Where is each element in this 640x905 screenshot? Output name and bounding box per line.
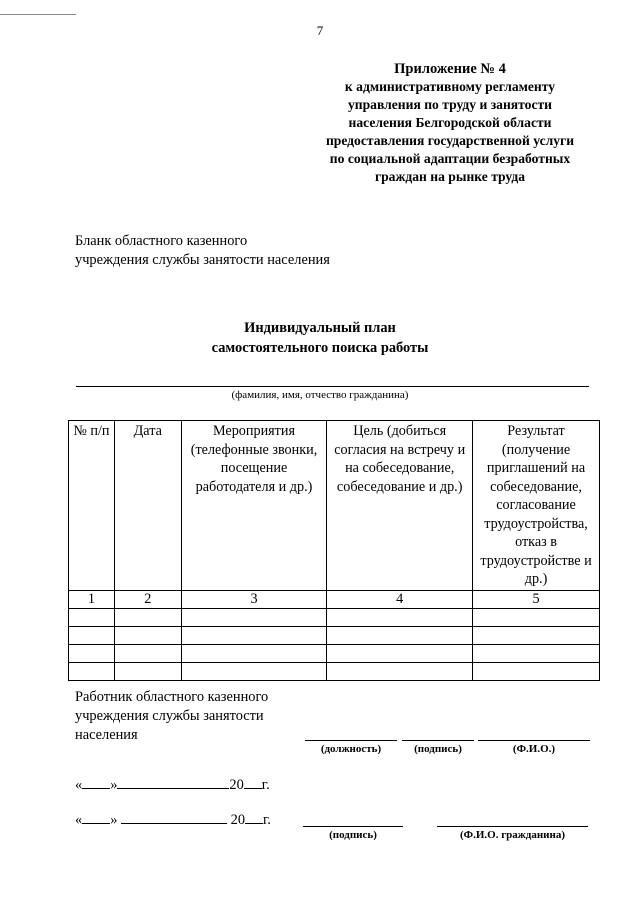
header-cell-activity: Мероприятия (телефонные звонки, посещение работодателя и др.) [181, 421, 327, 591]
table-cell[interactable] [327, 626, 473, 644]
table-row [69, 608, 600, 626]
table-cell[interactable] [69, 644, 115, 662]
table-cell[interactable] [181, 608, 327, 626]
table-cell[interactable] [181, 662, 327, 680]
table-cell[interactable] [473, 662, 600, 680]
appendix-title: Приложение № 4 [394, 61, 506, 77]
plan-table [68, 420, 600, 681]
year-suffix: г. [263, 812, 271, 828]
appendix-line: к административному регламенту [344, 79, 556, 94]
worker-position-line[interactable] [305, 740, 397, 741]
table-row [69, 626, 600, 644]
caption-name: (Ф.И.О.) [512, 743, 556, 755]
caption-citizen-name: (Ф.И.О. гражданина) [459, 829, 566, 841]
table-cell[interactable] [327, 662, 473, 680]
date-row [75, 776, 270, 794]
table-cell[interactable] [114, 626, 181, 644]
citizen-signature-line[interactable] [303, 826, 403, 827]
header-cell-goal: Цель (добиться согласия на встречу и на собеседование, собеседование и др.) [327, 421, 473, 591]
appendix-line: граждан на рынке труда [374, 169, 526, 184]
plan-title-line: Индивидуальный план [244, 320, 396, 336]
year-input-line[interactable] [245, 811, 263, 824]
day-input-line[interactable] [82, 776, 110, 789]
column-number-row [69, 590, 600, 608]
worker-signature-line[interactable] [402, 740, 474, 741]
table-cell[interactable] [69, 626, 115, 644]
table-cell[interactable] [114, 608, 181, 626]
open-quote: « [75, 777, 83, 793]
page-number: 7 [316, 23, 324, 38]
caption-position: (должность) [320, 743, 382, 755]
day-input-line[interactable] [82, 811, 110, 824]
month-input-line[interactable] [121, 811, 227, 824]
table-cell[interactable] [473, 608, 600, 626]
column-number: 2 [114, 590, 181, 608]
fio-input-line[interactable] [76, 386, 589, 387]
plan-title [0, 318, 640, 358]
table-row [69, 644, 600, 662]
header-cell-number: № п/п [69, 421, 115, 591]
close-quote: » [110, 812, 118, 828]
header-cell-result: Результат (получение приглашений на собеседование, согласование трудоустройства, отказ в трудоустройстве и др.) [473, 421, 600, 591]
table-cell[interactable] [114, 662, 181, 680]
worker-label-line: Работник областного казенного [75, 689, 269, 705]
date-row [75, 811, 271, 829]
appendix-line: управления по труду и занятости [347, 97, 552, 112]
open-quote: « [75, 812, 83, 828]
table-cell[interactable] [181, 626, 327, 644]
caption-signature: (подпись) [414, 743, 462, 755]
table-row [69, 662, 600, 680]
worker-label [75, 688, 268, 745]
table-cell[interactable] [69, 662, 115, 680]
table-cell[interactable] [114, 644, 181, 662]
caption-citizen-signature: (подпись) [329, 829, 377, 841]
year-suffix: г. [261, 777, 270, 793]
plan-title-line: самостоятельного поиска работы [211, 340, 429, 356]
column-number: 1 [69, 590, 115, 608]
top-rule [0, 14, 76, 15]
blank-label-line: Бланк областного казенного [75, 233, 248, 249]
table-header-row [69, 421, 600, 591]
month-input-line[interactable] [117, 776, 229, 789]
table-cell[interactable] [181, 644, 327, 662]
table-cell[interactable] [327, 608, 473, 626]
year-prefix: 20 [230, 812, 246, 828]
column-number: 3 [181, 590, 327, 608]
appendix-header [300, 60, 600, 186]
table-cell[interactable] [69, 608, 115, 626]
fio-caption: (фамилия, имя, отчество гражданина) [231, 389, 409, 401]
appendix-line: предоставления государственной услуги [325, 133, 575, 148]
worker-label-line: учреждения службы занятости [75, 708, 264, 724]
column-number: 5 [473, 590, 600, 608]
close-quote: » [110, 777, 118, 793]
appendix-line: населения Белгородской области [348, 115, 552, 130]
year-input-line[interactable] [244, 776, 262, 789]
column-number: 4 [327, 590, 473, 608]
table-cell[interactable] [473, 626, 600, 644]
citizen-name-line[interactable] [437, 826, 588, 827]
blank-label [75, 232, 330, 270]
appendix-line: по социальной адаптации безработных [329, 151, 571, 166]
table-cell[interactable] [327, 644, 473, 662]
header-cell-date: Дата [114, 421, 181, 591]
worker-name-line[interactable] [478, 740, 590, 741]
blank-label-line: учреждения службы занятости населения [75, 252, 330, 268]
year-prefix: 20 [229, 777, 244, 793]
table-cell[interactable] [473, 644, 600, 662]
worker-label-line: населения [75, 727, 138, 743]
